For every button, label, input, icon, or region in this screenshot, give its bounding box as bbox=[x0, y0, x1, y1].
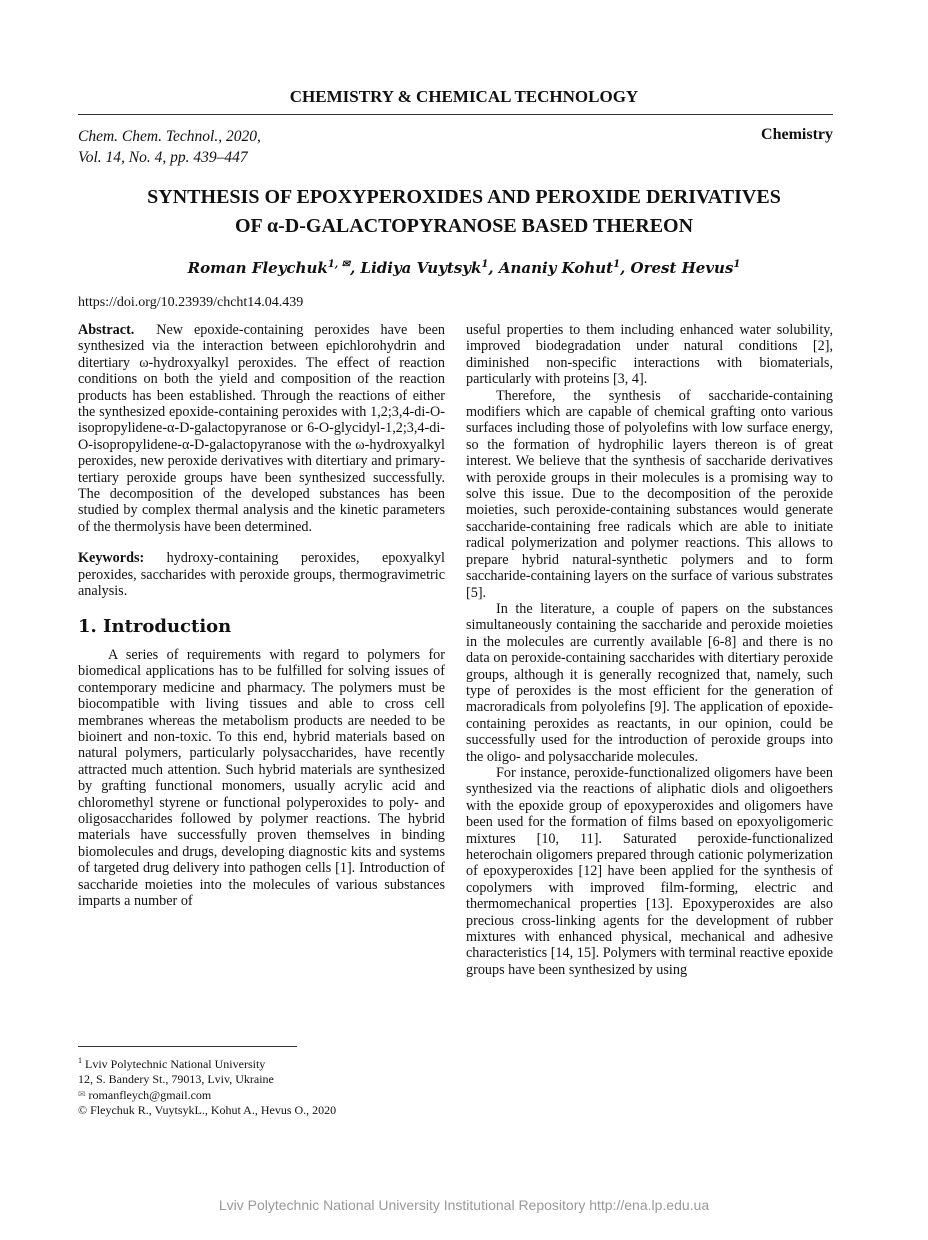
affiliation: Lviv Polytechnic National University bbox=[85, 1057, 266, 1071]
abstract-text: New epoxide-containing peroxides have been synthesized via the interaction between epichlorohydrin and ditertiary ω-hydroxyalkyl peroxides. The effect of reaction conditions on both the yield and composition of the reaction products has been established. Through the reactions of either the synthesized epoxide-containing peroxides with 1,2;3,4-di-O-isopropylidene-α-D-galactopyranose or 6-O-glycidyl-1,2;3,4-di-O-isopropylidene-α-D-galactopyranose with the ω-hydroxyalkyl peroxides, new peroxide derivatives with ditertiary and primary-tertiary peroxide groups have been synthesized successfully. The decomposition of the developed substances has been studied by complex thermal analysis and the kinetic parameters of the thermolysis have been determined. bbox=[78, 322, 445, 535]
author: Roman Fleychuk bbox=[187, 259, 328, 277]
abstract bbox=[78, 322, 445, 535]
title-line-2: OF α-D-GALACTOPYRANOSE BASED THEREON bbox=[234, 215, 694, 237]
email-link[interactable]: romanfleych@gmail.com bbox=[88, 1087, 212, 1102]
author-affiliation-mark: 1 bbox=[733, 259, 741, 270]
keywords bbox=[78, 550, 445, 599]
footnote-rule bbox=[78, 1046, 297, 1047]
author: Ananiy Kohut bbox=[498, 259, 614, 277]
title-line-1: SYNTHESIS OF EPOXYPEROXIDES AND PEROXIDE DERIVATIVES bbox=[147, 186, 781, 208]
repository-footer: Lviv Polytechnic National University Institutional Repository http://ena.lp.edu.ua bbox=[218, 1197, 710, 1213]
keywords-text: hydroxy-containing peroxides, epoxyalkyl peroxides, saccharides with peroxide groups, thermogravimetric analysis. bbox=[78, 550, 445, 600]
paragraph: useful properties to them including enhanced water solubility, improved biodegradation under natural conditions [2], diminished non-specific interactions with biomaterials, particularly with proteins [3, 4]. bbox=[466, 322, 833, 388]
citation-line-2: Vol. 14, No. 4, pp. 439–447 bbox=[78, 149, 248, 166]
author: Lidiya Vuytsyk bbox=[360, 259, 482, 277]
address: 12, S. Bandery St., 79013, Lviv, Ukraine bbox=[78, 1072, 274, 1087]
abstract-label: Abstract. bbox=[78, 322, 135, 338]
doi-link[interactable]: https://doi.org/10.23939/chcht14.04.439 bbox=[78, 295, 304, 310]
paragraph: In the literature, a couple of papers on the substances simultaneously containing the saccharide and peroxide moieties in the molecules are currently available [6-8] and there is no data on peroxide-containing saccharides with ditertiary peroxide groups, although it is generally recognized that, namely, such type of peroxides is the most efficient for the generation of macroradicals from polyolefins [9]. The application of epoxide-containing peroxides as reactants, in our opinion, could be successfully used for the introduction of peroxide groups into the oligo- and polysaccharide molecules. bbox=[466, 600, 833, 765]
section-heading: 1. Introduction bbox=[78, 615, 232, 637]
envelope-icon: ✉ bbox=[78, 1089, 86, 1100]
author-list: Roman Fleychuk$^{1, ✉}$, Lidiya Vuytsyk$^1$, Ananiy Kohut$^1$, Orest Hevus$^1$ bbox=[187, 259, 741, 277]
paper-title bbox=[60, 183, 868, 241]
footnote-mark: 1 bbox=[78, 1056, 82, 1065]
paragraph: Therefore, the synthesis of saccharide-containing modifiers which are capable of chemical grafting onto various surfaces including those of polyolefins with low surface energy, so the formation of hydrophilic layers thereon is of great interest. We believe that the synthesis of saccharide derivatives with peroxide groups in their molecules is a promising way to solve this issue. Due to the decomposition of the peroxide moieties, such peroxide-containing substances would generate saccharide-containing free radicals which are able to initiate radical polymerization and polymer reactions. This allows to prepare hybrid natural-synthetic polymers and to form saccharide-containing layers on the surface of various substrates [5]. bbox=[466, 387, 833, 601]
journal-header: CHEMISTRY & CHEMICAL TECHNOLOGY bbox=[289, 87, 639, 106]
header-rule bbox=[78, 114, 833, 115]
citation-line-1: Chem. Chem. Technol., 2020, bbox=[78, 128, 261, 145]
citation bbox=[78, 126, 261, 168]
author: Orest Hevus bbox=[630, 259, 734, 277]
author-affiliation-mark: 1, ✉ bbox=[327, 259, 351, 270]
author-affiliation-mark: 1 bbox=[481, 259, 489, 270]
right-column bbox=[466, 322, 833, 978]
paragraph: For instance, peroxide-functionalized oligomers have been synthesized via the reactions of aliphatic diols and oligoethers with the epoxide group of epoxyperoxides and oligomers have been used for the formation of films based on epoxyoligomeric mixtures [10, 11]. Saturated peroxide-functionalized heterochain oligomers prepared through cationic polymerization of epoxyperoxides [12] have been applied for the synthesis of copolymers with improved film-forming, electric and thermomechanical properties [13]. Epoxyperoxides are also precious cross-linking agents for the development of rubber mixtures with enhanced physical, mechanical and adhesive characteristics [14, 15]. Polymers with terminal reactive epoxide groups have been synthesized by using bbox=[466, 764, 833, 978]
copyright: © Fleychuk R., VuytsykL., Kohut A., Hevus O., 2020 bbox=[78, 1102, 337, 1117]
section-tag: Chemistry bbox=[761, 126, 833, 143]
paragraph: A series of requirements with regard to polymers for biomedical applications has to be fulfilled for solving issues of contemporary medicine and pharmacy. The polymers must be biocompatible with living tissues and able to cross cell membranes whereas the metabolism products are needed to be bioinert and non-toxic. To this end, hybrid materials based on natural polymers, particularly polysaccharides, have recently attracted much attention. Such hybrid materials are synthesized by grafting functional monomers, usually acrylic acid and chloromethyl styrene or functional polyperoxides to poly- and oligosaccharides followed by polymer reactions. The hybrid materials have successfully proven themselves in binding biomolecules and drugs, developing diagnostic kits and systems of targeted drug delivery into pathogen cells [1]. Introduction of saccharide moieties into the molecules of various substances imparts a number of bbox=[78, 646, 445, 909]
footnotes bbox=[78, 1053, 336, 1118]
keywords-label: Keywords: bbox=[78, 550, 145, 567]
author-affiliation-mark: 1 bbox=[613, 259, 621, 270]
left-column bbox=[78, 322, 445, 909]
